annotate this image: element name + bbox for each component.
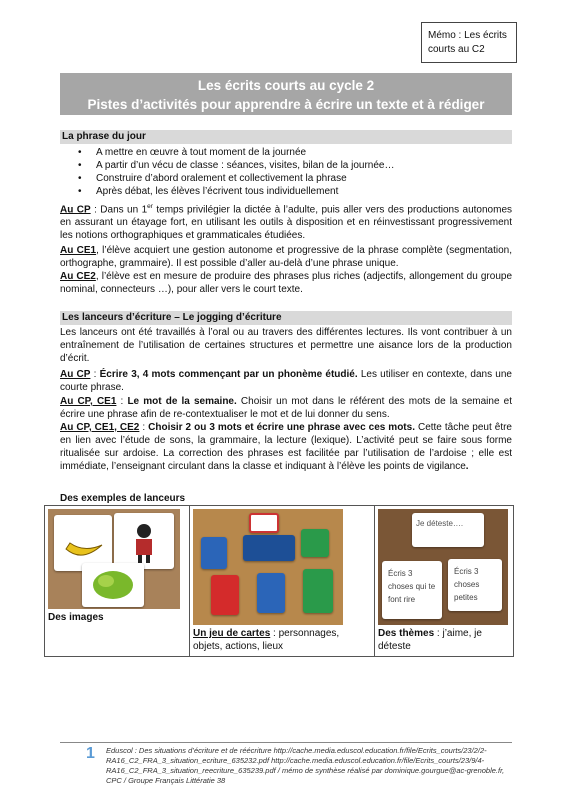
card-ecris-petites — [448, 559, 502, 611]
example-cell-images — [45, 506, 190, 657]
card-blue-b — [243, 535, 295, 561]
level-label-cp-ce1-ce2: Au CP, CE1, CE2 — [60, 422, 140, 433]
title-banner — [60, 73, 512, 115]
memo-text: Mémo : Les écrits courts au C2 — [428, 30, 507, 55]
paragraph-ce1 — [60, 244, 512, 270]
card-blue-a — [201, 537, 227, 569]
section-title-lanceurs: Les lanceurs d’écriture – Le jogging d’écriture — [60, 311, 512, 325]
examples-title: Des exemples de lanceurs — [60, 493, 186, 504]
level-label-cp: Au CP — [60, 369, 91, 380]
card-character — [114, 513, 174, 569]
footer-credits: Eduscol : Des situations d’écriture et de réécriture http://cache.media.eduscol.education.fr/file/Ecrits_courts/23/2/2-RA16_C2_FRA_3_situation_ecriture_635232.pdf http://cache.media.eduscol.education.fr/file/Ecrits_courts/23/9/4-RA16_C2_FRA_3_situation_reecriture_635239.pdf / mémo de synthèse réalisé par dominique.gourgue@ac-grenoble.fr, CPC / Groupe Français Littératie 38 — [106, 746, 505, 785]
card-green-a — [301, 529, 329, 557]
example-label-themes: Des thèmes — [378, 628, 435, 639]
title-line-2: Pistes d’activités pour apprendre à écrire un texte et à rédiger — [87, 97, 485, 112]
bullet-item: • A mettre en œuvre à tout moment de la journée — [60, 146, 512, 159]
photo-theme-cards — [378, 509, 508, 625]
paragraph-lanceur-cp — [60, 368, 512, 394]
phrase-du-jour-bullets — [60, 146, 512, 198]
level-label-cp: Au CP — [60, 204, 91, 216]
text-run: Choisir un mot dans le référent des mots de la semaine et écrire une phrase afin de re-contextualiser le mot et de lui donner du sens. — [60, 396, 512, 420]
example-label-images: Des images — [48, 612, 104, 623]
text-run: Les utiliser en contexte, dans une courte phrase. — [60, 369, 512, 393]
memo-box — [421, 22, 517, 63]
text-run: temps privilégier la dictée à l’adulte, puis aller vers des productions autonomes en assurant un étayage fort, en utilisant les outils à disposition et en réinvestissant progressivement les notions orthographiques et grammaticales étudiées. — [60, 204, 513, 242]
example-caption-themes — [378, 627, 510, 653]
card-red-a — [211, 575, 239, 615]
card-je-deteste — [412, 513, 484, 547]
example-cell-themes — [375, 506, 514, 657]
text-run: Cette tâche peut être en lien avec l’étude de sons, la grammaire, la lecture (lexique). L’activité peut se faire sous forme ritualisée sur ardoise. La correction des phrases est facilitée par l’utilisation de l’ardoise ; elle est immédiate, l’enseignant circulant dans la classe et indiquant à l’élève les points de vigilance — [60, 422, 512, 472]
card-green-splash — [82, 563, 144, 607]
text-run: , l’élève est en mesure de produire des phrases plus riches (adjectifs, allongement du groupe nominal, connecteurs …), pour aller vers le court texte. — [60, 271, 513, 295]
character-icon — [114, 513, 174, 569]
text-run: . — [465, 461, 469, 472]
lanceurs-intro: Les lanceurs ont été travaillés à l’oral ou au travers des différentes lectures. Ils vont contribuer à un entraînement de l’utilisation de certaines structures et permettre une aisance lors de la production d’écrit. — [60, 327, 512, 364]
text-run: : j’aime, je déteste — [378, 628, 482, 652]
level-label-ce1: Au CE1 — [60, 245, 97, 256]
level-label-ce2: Au CE2 — [60, 271, 96, 282]
examples-table — [44, 505, 514, 657]
bold-run: Écrire 3, 4 mots commençant par un phonème étudié. — [99, 369, 358, 380]
text-run: : personnages, objets, actions, lieux — [193, 628, 340, 652]
bullet-item: • A partir d’un vécu de classe : séances, visites, bilan de la journée… — [60, 159, 512, 172]
card-red-small — [249, 513, 279, 533]
photo-card-game — [193, 509, 343, 625]
section-title-phrase-du-jour: La phrase du jour — [60, 130, 512, 144]
splash-icon — [82, 563, 144, 607]
card-text: Écris 3 choses petites — [454, 567, 480, 602]
superscript: er — [147, 203, 153, 210]
card-text: Je déteste…. — [416, 519, 464, 528]
paragraph-lanceur-cp-ce1 — [60, 395, 512, 421]
bold-run: Le mot de la semaine. — [127, 396, 237, 407]
paragraph-cp — [60, 200, 512, 242]
paragraph-ce2 — [60, 270, 512, 296]
paragraph-lanceur-cp-ce1-ce2 — [60, 421, 512, 473]
text-run: : Dans un 1 — [90, 204, 148, 216]
photo-image-cards — [48, 509, 180, 609]
text-run: : — [116, 396, 128, 407]
example-caption-cards — [193, 627, 371, 653]
card-text: Écris 3 choses qui te font rire — [388, 569, 436, 604]
text-run: , l’élève acquiert une gestion autonome et progressive de la phrase complète (segmentation, orthographe, grammaire). Il est possible d’aller au-delà d’une phrase unique. — [60, 245, 513, 269]
text-run: : — [139, 422, 149, 433]
card-ecris-rire — [382, 561, 442, 619]
bullet-item: • Après débat, les élèves l’écrivent tous individuellement — [60, 185, 512, 198]
level-label-cp-ce1: Au CP, CE1 — [60, 396, 117, 407]
card-blue-c — [257, 573, 285, 613]
text-run: : — [90, 369, 100, 380]
bold-run: Choisir 2 ou 3 mots et écrire une phrase avec ces mots. — [148, 422, 415, 433]
example-label-cards: Un jeu de cartes — [193, 628, 271, 639]
title-line-1: Les écrits courts au cycle 2 — [197, 78, 375, 93]
footer-divider — [60, 742, 512, 743]
bullet-item: • Construire d’abord oralement et collectivement la phrase — [60, 172, 512, 185]
page-number: 1 — [86, 745, 95, 762]
card-green-b — [303, 569, 333, 613]
example-cell-cards — [190, 506, 375, 657]
